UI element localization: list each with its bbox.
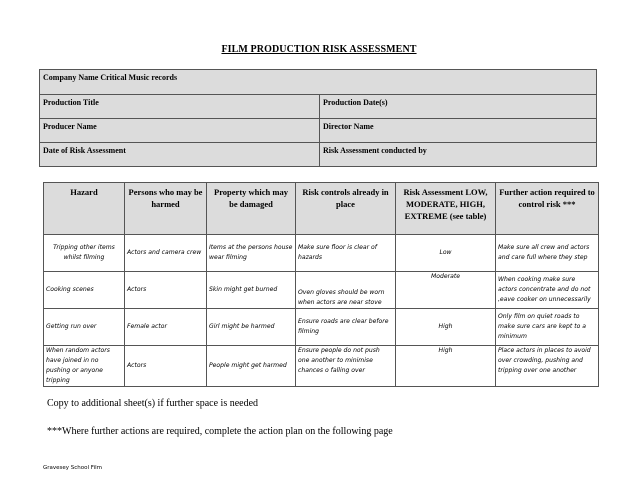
page-title: FILM PRODUCTION RISK ASSESSMENT: [221, 44, 417, 55]
further-action-column-header: Further action required to control risk ***: [496, 183, 599, 235]
property-cell: Girl might be harmed: [207, 309, 296, 346]
controls-cell: Make sure floor is clear of hazards: [296, 235, 396, 272]
copy-sheet-note: Copy to additional sheet(s) if further space is needed: [47, 398, 259, 409]
action-plan-note: ***Where further actions are required, complete the action plan on the following page: [47, 426, 393, 437]
risk-table-header-row: [44, 183, 599, 235]
table-row: [44, 309, 599, 346]
persons-cell: Female actor: [125, 309, 207, 346]
further-action-cell: Only film on quiet roads to make sure cars are kept to a minimum: [496, 309, 599, 346]
further-action-cell: Make sure all crew and actors and care full where they step: [496, 235, 599, 272]
hazard-cell: When random actors have joined in no pushing or anyone tripping: [44, 346, 125, 387]
hazard-column-header: Hazard: [44, 183, 125, 235]
risk-assessment-date-cell: Date of Risk Assessment: [40, 143, 320, 167]
table-row: [44, 272, 599, 309]
assessment-cell: High: [396, 346, 496, 387]
persons-cell: Actors: [125, 272, 207, 309]
controls-cell: Ensure roads are clear before filming: [296, 309, 396, 346]
production-title-cell: Production Title: [40, 95, 320, 119]
controls-column-header: Risk controls already in place: [296, 183, 396, 235]
further-action-cell: Place actors in places to avoid over crowding, pushing and tripping over one another: [496, 346, 599, 387]
production-dates-cell: Production Date(s): [320, 95, 597, 119]
controls-cell: Oven gloves should be worn when actors are near stove: [296, 272, 396, 309]
table-row: [44, 346, 599, 387]
company-name-cell: Company Name Critical Music records: [40, 70, 597, 95]
assessment-cell: Low: [396, 235, 496, 272]
risk-assessment-table: [43, 182, 599, 387]
property-cell: Items at the persons house wear filming: [207, 235, 296, 272]
property-cell: Skin might get burned: [207, 272, 296, 309]
producer-name-cell: Producer Name: [40, 119, 320, 143]
persons-cell: Actors and camera crew: [125, 235, 207, 272]
assessment-cell: High: [396, 309, 496, 346]
hazard-cell: Getting run over: [44, 309, 125, 346]
assessment-cell: Moderate: [396, 272, 496, 309]
property-column-header: Property which may be damaged: [207, 183, 296, 235]
hazard-cell: Cooking scenes: [44, 272, 125, 309]
persons-column-header: Persons who may be harmed: [125, 183, 207, 235]
assessment-column-header: Risk Assessment LOW, MODERATE, HIGH, EXTREME (see table): [396, 183, 496, 235]
table-row: [44, 235, 599, 272]
property-cell: People might get harmed: [207, 346, 296, 387]
hazard-cell: Tripping other items whilst filming: [44, 235, 125, 272]
assessment-conducted-by-cell: Risk Assessment conducted by: [320, 143, 597, 167]
persons-cell: Actors: [125, 346, 207, 387]
further-action-cell: When cooking make sure actors concentrate and do not ,eave cooker on unnecessarily: [496, 272, 599, 309]
controls-cell: Ensure people do not push one another to minimise chances o falling over: [296, 346, 396, 387]
production-details-table: [39, 69, 597, 167]
director-name-cell: Director Name: [320, 119, 597, 143]
footer-school-name: Gravesey School Film: [43, 465, 102, 471]
